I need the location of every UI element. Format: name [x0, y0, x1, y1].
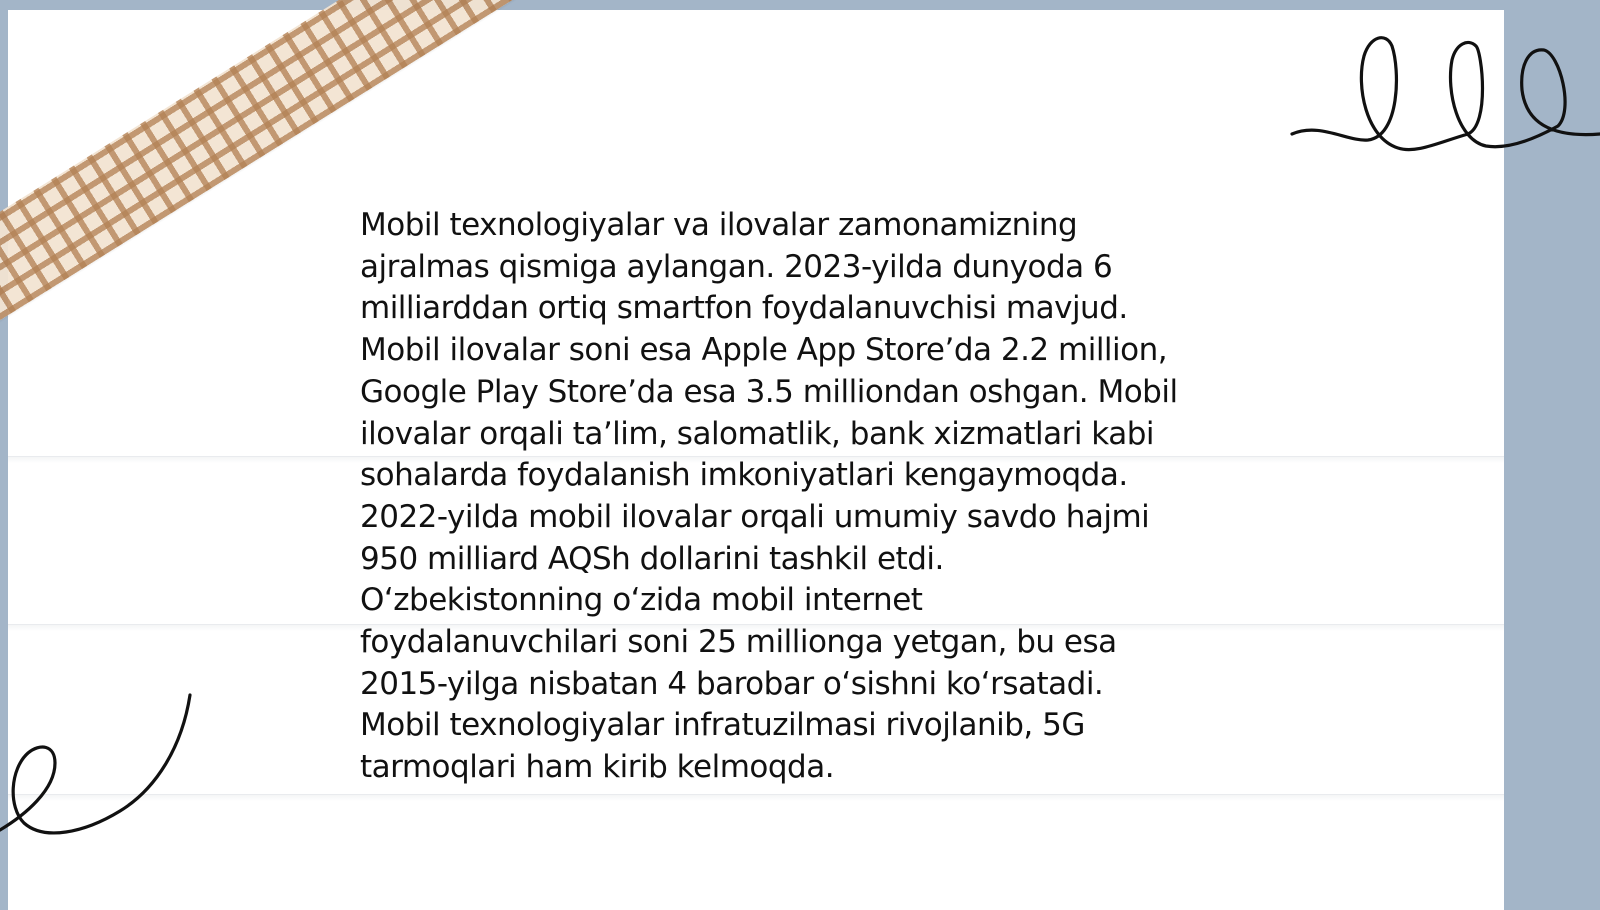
- body-paragraph: Mobil texnologiyalar va ilovalar zamonamizning ajralmas qismiga aylangan. 2023-yilda dunyoda 6 milliarddan ortiq smartfon foydalanuvchisi mavjud. Mobil ilovalar soni esa Apple App Store’da 2.2 million, Google Play Store’da esa 3.5 milliondan oshgan. Mobil ilovalar orqali ta’lim, salomatlik, bank xizmatlari kabi sohalarda foydalanish imkoniyatlari kengaymoqda. 2022-yilda mobil ilovalar orqali umumiy savdo hajmi 950 milliard AQSh dollarini tashkil etdi. O‘zbekistonning o‘zida mobil internet foydalanuvchilari soni 25 millionga yetgan, bu esa 2015-yilga nisbatan 4 barobar o‘sishni ko‘rsatadi. Mobil texnologiyalar infratuzilmasi rivojlanib, 5G tarmoqlari ham kirib kelmoqda.: [360, 207, 1178, 786]
- paper-fold-line: [8, 794, 1504, 801]
- swoosh-scribble-icon: [0, 695, 200, 845]
- loop-scribble-icon: [1290, 30, 1600, 170]
